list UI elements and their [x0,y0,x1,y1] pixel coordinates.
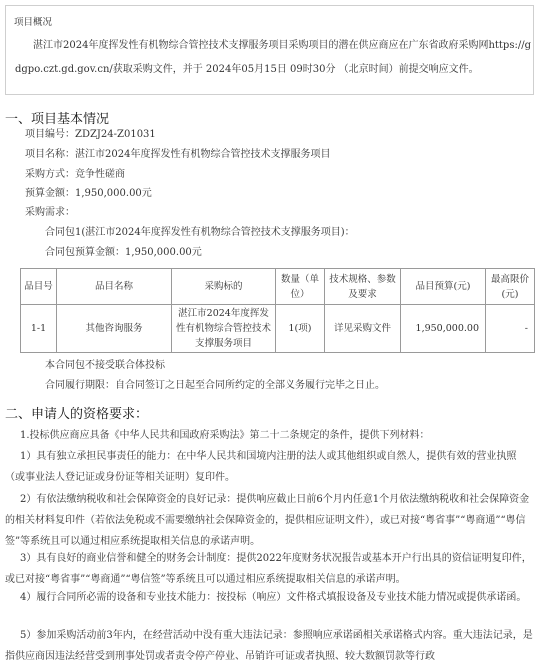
header-specs: 技术规格、参数及要求 [325,269,401,305]
table-header-row [21,269,535,305]
cell-subject: 湛江市2024年度挥发性有机物综合管控技术支撑服务项目 [172,305,276,353]
table-row [21,305,535,353]
project-number: 项目编号：ZDZJ24-Z01031 [25,129,156,140]
overview-text: 湛江市2024年度挥发性有机物综合管控技术支撑服务项目采购项目的潜在供应商应在广东省政府采购网https://gdgpo.czt.gd.gov.cn/获取采购文件，并于 2024年05月15日 09时30分 （北京时间）前提交响应文件。 [15,40,531,75]
header-item-budget: 品目预算(元) [401,269,486,305]
qualification-item-2: 2）有依法缴纳税收和社会保障资金的良好记录：提供响应截止日前6个月内任意1个月依法缴纳税收和社会保障资金的相关材料复印件（若依法免税或不需要缴纳社会保障资金的，提供相应证明文件），或已对接“粤省事”“粤商通”“粤信签”等系统且可以通过相应系统提取相关信息的承诺声明。 [5,494,530,547]
qualification-item-4: 4）履行合同所必需的设备和专业技术能力：按投标（响应）文件格式填报设备及专业技术能力情况或提供承诺函。 [20,592,527,603]
procurement-method: 采购方式：竞争性磋商 [25,169,125,180]
header-item-no: 品目号 [21,269,57,305]
items-table [20,268,535,353]
qualification-item-1: 1）具有独立承担民事责任的能力：在中华人民共和国境内注册的法人或其他组织或自然人，提供有效的营业执照（或事业法人登记证或身份证等相关证明）复印件。 [5,451,517,483]
section1-heading: 一、项目基本情况 [5,112,110,127]
header-max-price: 最高限价(元) [486,269,535,305]
contract-package: 合同包1(湛江市2024年度挥发性有机物综合管控技术支撑服务项目)： [45,227,355,238]
cell-specs: 详见采购文件 [325,305,401,353]
contract-period: 合同履行期限：自合同签订之日起至合同所约定的全部义务履行完毕之日止。 [45,380,385,391]
cell-item-budget: 1,950,000.00 [401,305,486,353]
overview-title: 项目概况 [14,17,53,28]
cell-item-no: 1-1 [21,305,57,353]
budget-amount: 预算金额：1,950,000.00元 [25,188,152,199]
header-item-name: 品目名称 [57,269,172,305]
header-quantity: 数量（单位） [276,269,325,305]
no-consortium-note: 本合同包不接受联合体投标 [45,360,165,371]
cell-quantity: 1(项) [276,305,325,353]
qualification-intro: 1.投标供应商应具备《中华人民共和国政府采购法》第二十二条规定的条件，提供下列材料： [20,430,430,441]
package-budget: 合同包预算金额：1,950,000.00元 [45,247,202,258]
procurement-demand: 采购需求： [25,207,75,218]
cell-max-price: - [486,305,535,353]
qualification-item-5: 5）参加采购活动前3年内，在经营活动中没有重大违法记录：参照响应承诺函相关承诺格式内容。重大违法记录，是指供应商因违法经营受到刑事处罚或者责令停产停业、吊销许可证或者执照、较大数额罚款等行政 [5,630,533,662]
cell-item-name: 其他咨询服务 [57,305,172,353]
qualification-item-3: 3）具有良好的商业信誉和健全的财务会计制度：提供2022年度财务状况报告或基本开户行出具的资信证明复印件，或已对接“粤省事”“粤商通”“粤信签”等系统且可以通过相应系统提取相关信息的承诺声明。 [5,553,532,585]
section2-heading: 二、申请人的资格要求： [5,407,149,422]
header-subject: 采购标的 [172,269,276,305]
project-name: 项目名称：湛江市2024年度挥发性有机物综合管控技术支撑服务项目 [25,149,331,160]
project-overview-box [5,5,534,95]
